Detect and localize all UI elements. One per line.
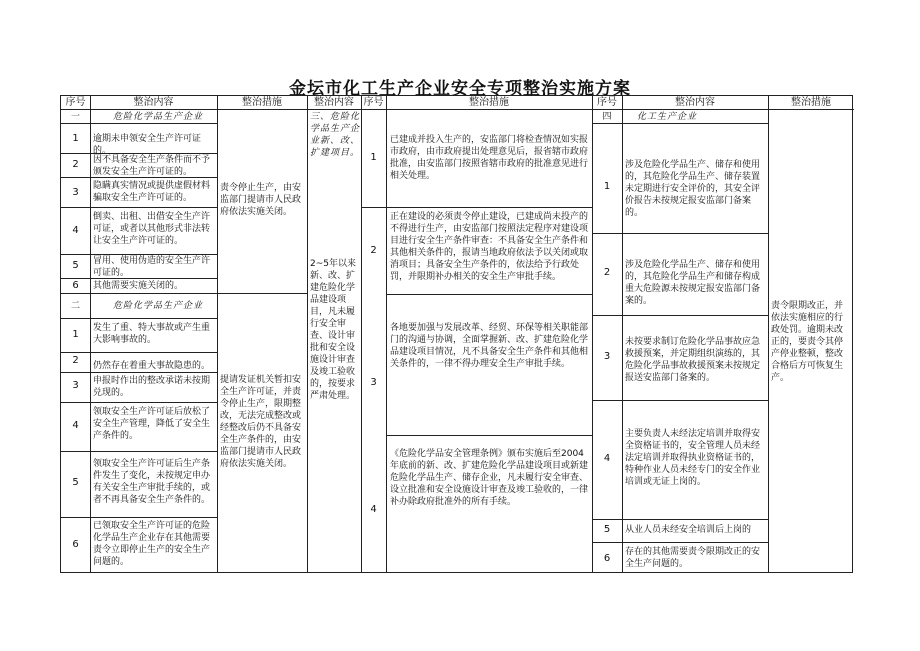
measure-close: 责令停止生产，由安监部门提请市人民政府依法实施关闭。 <box>220 183 302 217</box>
row-number: 4 <box>72 420 79 431</box>
row-number: 1 <box>370 152 377 163</box>
row-content: 存在的其他需要责令限期改正的安全生产问题的。 <box>625 547 761 569</box>
section-number: 四 <box>602 112 612 122</box>
row-content: 涉及危险化学品生产、储存和使用的，其危险化学品生产、储存装置未定期进行安全评价的，其安全评价报告未按规定报安监部门备案的。 <box>625 160 761 218</box>
row-number: 1 <box>72 329 79 340</box>
row-content: 仍然存在着重大事故隐患的。 <box>93 361 211 371</box>
section-title: 化工生产企业 <box>637 112 698 122</box>
row-number: 4 <box>370 504 377 515</box>
measure-rectify: 责令限期改正，并依法实施相应的行政处罚。逾期未改正的，要责令其停产停业整顿，整改合格后方可恢复生产。 <box>771 301 844 383</box>
row-content: 主要负责人未经法定培训并取得安全资格证书的，安全管理人员未经法定培训并取得执业资格证书的，特种作业人员未经专门的安全作业培训或无证上岗的。 <box>625 429 761 487</box>
header-cell: 整治内容 <box>133 97 174 108</box>
section-title: 危险化学品生产企业 <box>113 112 204 122</box>
project-measure: 已建成并投入生产的，安监部门将检查情况如实报市政府，由市政府提出处理意见后，报省辖市政府批准，由安监部门按照省辖市政府的批准意见进行相关处理。 <box>390 135 589 181</box>
grid-line <box>592 96 593 572</box>
project-content: 2~5年以来新、改、扩建危险化学品建设项目，凡未履行安全审查、设计审批和安全设施设计审查及竣工验收的，按要求严肃处理。 <box>310 259 356 401</box>
row-number: 3 <box>603 351 611 362</box>
row-number: 5 <box>72 260 79 271</box>
grid-line <box>61 109 854 110</box>
section-title: 三、危险化学品生产企业新、改、扩建项目。 <box>310 112 361 158</box>
row-content: 领取安全生产许可证后生产条件发生了变化，未按规定申办有关安全生产审批手续的，或者不再具备安全生产条件的。 <box>93 459 211 505</box>
row-content: 申报时作出的整改承诺未按期兑现的。 <box>93 376 211 398</box>
row-number: 1 <box>603 181 611 192</box>
project-measure: 各地要加强与发展改革、经贸、环保等相关职能部门的沟通与协调，全面掌握新、改、扩建危险化学品建设项目情况，凡不具备安全生产条件和其他相关条件的，一律不得办理安全生产审批手续。 <box>390 323 589 369</box>
row-number: 4 <box>603 453 611 464</box>
row-number: 2 <box>603 267 611 278</box>
header-cell: 序号 <box>363 97 384 108</box>
header-cell: 整治措施 <box>242 97 282 108</box>
row-number: 3 <box>72 380 79 391</box>
plan-table <box>60 95 853 573</box>
grid-line <box>361 96 362 572</box>
grid-line <box>307 96 308 572</box>
grid-line <box>768 96 769 572</box>
row-content: 其他需要实施关闭的。 <box>93 281 184 291</box>
row-number: 2 <box>72 159 79 170</box>
row-content: 从业人员未经安全培训后上岗的 <box>625 525 752 535</box>
project-measure: 《危险化学品安全管理条例》颁布实施后至2004年底前的新、改、扩建危险化学品建设项目或新建危险化学品生产、储存企业，凡未履行安全审查、设立批准和安全设施设计审查及竣工验收的，一律补办除政府批准外的所有手续。 <box>390 449 589 507</box>
grid-line <box>90 96 91 572</box>
row-content: 冒用、使用伪造的安全生产许可证的。 <box>93 256 211 278</box>
section-number: 二 <box>70 301 80 311</box>
row-number: 6 <box>72 539 79 550</box>
header-cell: 整治内容 <box>314 97 354 108</box>
row-number: 2 <box>72 355 79 366</box>
row-number: 3 <box>370 377 377 388</box>
row-number: 3 <box>72 187 79 198</box>
row-number: 2 <box>370 245 377 256</box>
row-number: 5 <box>603 524 611 535</box>
row-content: 未按要求制订危险化学品事故应急救援预案，并定期组织演练的，其危险化学品事故救援预案未按规定报送安监部门备案的。 <box>625 337 761 383</box>
header-cell: 整治措施 <box>469 97 509 108</box>
grid-line <box>217 96 218 572</box>
row-content: 隐瞒真实情况或提供虚假材料骗取安全生产许可证的。 <box>93 181 211 203</box>
row-number: 4 <box>72 225 79 236</box>
row-number: 6 <box>603 553 611 564</box>
row-number: 5 <box>72 477 79 488</box>
grid-line <box>622 96 623 572</box>
row-content: 发生了重、特大事故或产生重大影响事故的。 <box>93 323 211 345</box>
row-content: 已领取安全生产许可证的危险化学品生产企业存在其他需要责令立即停止生产的安全生产问题的。 <box>93 521 211 567</box>
row-content: 领取安全生产许可证后放松了安全生产管理，降低了安全生产条件的。 <box>93 407 211 441</box>
section-number: 一 <box>70 112 80 122</box>
section-title: 危险化学品生产企业 <box>113 301 204 311</box>
row-content: 倒卖、出租、出借安全生产许可证，或者以其他形式非法转让安全生产许可证的。 <box>93 212 211 246</box>
row-content: 涉及危险化学品生产、储存和使用的，其危险化学品生产和储存构成重大危险源未按规定报安监部门备案的。 <box>625 260 761 306</box>
header-cell: 序号 <box>597 97 617 108</box>
grid-line <box>386 96 387 572</box>
header-cell: 序号 <box>65 97 86 108</box>
row-number: 1 <box>72 133 79 144</box>
header-cell: 整治措施 <box>791 97 831 108</box>
measure-suspend: 提请发证机关暂扣安全生产许可证，并责令停止生产，限期整改，无法完成整改或经整改后仍不具备安全生产条件的，由安监部门提请市人民政府依法实施关闭。 <box>220 375 302 469</box>
row-content: 因不具备安全生产条件而不予颁发安全生产许可证的。 <box>93 155 211 177</box>
project-measure: 正在建设的必须责令停止建设，已建成尚未投产的不得进行生产，由安监部门按照法定程序对建设项目进行安全生产条件审查：不具备安全生产条件和其他相关条件的，报请当地政府依法予以关闭或取消项目；具备安全生产条件的，依法给予行政处罚，并限期补办相关的安全生产审批手续。 <box>390 212 589 282</box>
row-number: 6 <box>72 280 79 291</box>
header-cell: 整治内容 <box>675 97 715 108</box>
document-title: 金坛市化工生产企业安全专项整治实施方案 <box>289 79 631 99</box>
row-content: 逾期未申领安全生产许可证的。 <box>93 134 202 156</box>
